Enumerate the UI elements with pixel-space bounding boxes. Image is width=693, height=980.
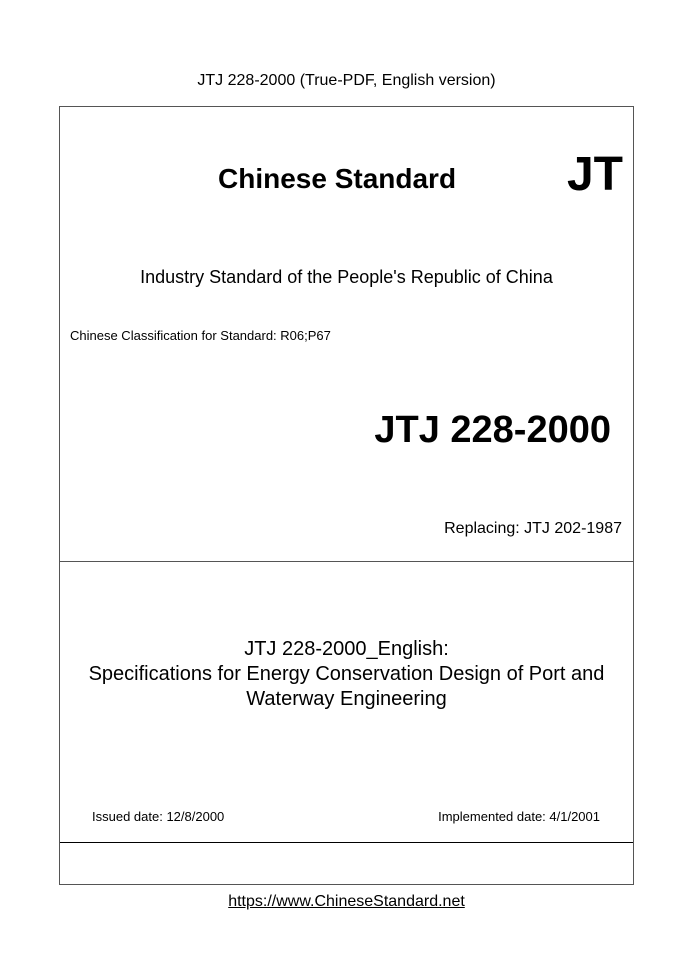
implemented-date: Implemented date: 4/1/2001: [438, 809, 600, 824]
footer-divider: [60, 842, 633, 843]
industry-standard-line: Industry Standard of the People's Republic of China: [140, 267, 553, 287]
english-title-line-3: Waterway Engineering: [246, 688, 447, 710]
page-header: JTJ 228-2000 (True-PDF, English version): [197, 72, 496, 89]
issued-date: Issued date: 12/8/2000: [92, 809, 225, 824]
english-title-block: [60, 637, 633, 712]
standard-code: JT: [566, 148, 623, 201]
website-link[interactable]: https://www.ChineseStandard.net: [228, 893, 465, 910]
english-title-line-1: JTJ 228-2000_English:: [244, 638, 449, 660]
replacing-line: Replacing: JTJ 202-1987: [444, 520, 622, 537]
english-title-line-2: Specifications for Energy Conservation Design of Port and: [88, 663, 605, 685]
footer: [0, 892, 693, 912]
standard-title: Chinese Standard: [218, 163, 457, 194]
document-number: JTJ 228-2000: [374, 409, 611, 451]
classification-line: Chinese Classification for Standard: R06;P67: [70, 328, 331, 343]
cover-frame: [59, 106, 634, 885]
section-divider: [60, 561, 633, 562]
